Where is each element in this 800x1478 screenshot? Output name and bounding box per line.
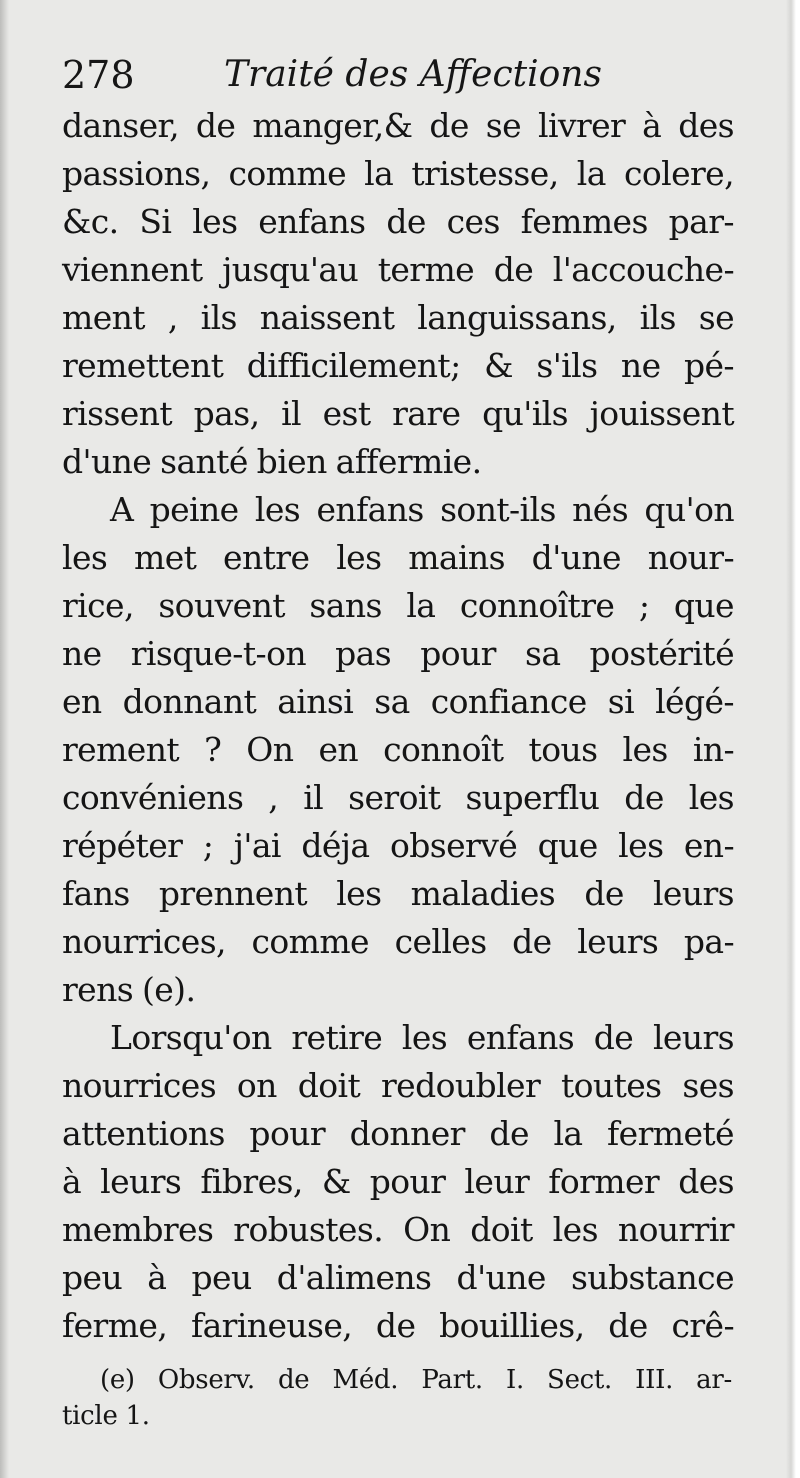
text-line: fans prennent les maladies de leurs (62, 874, 734, 913)
text-line: peu à peu d'alimens d'une substance (62, 1258, 734, 1297)
page-right-edge (786, 0, 800, 1478)
text-line: les met entre les mains d'une nour- (62, 538, 734, 577)
page-left-edge (0, 0, 9, 1478)
text-line: passions, comme la tristesse, la colere, (62, 154, 734, 193)
footnote (62, 1362, 732, 1434)
text-line: rice, souvent sans la connoître ; que (62, 586, 734, 625)
text-line: nourrices, comme celles de leurs pa- (62, 922, 734, 961)
text-line: rissent pas, il est rare qu'ils jouissent (62, 394, 734, 433)
text-line: ne risque-t-on pas pour sa postérité (62, 634, 734, 673)
page-number: 278 (62, 53, 135, 97)
body-text (62, 102, 734, 1350)
text-line: attentions pour donner de la fermeté (62, 1114, 734, 1153)
text-line: en donnant ainsi sa confiance si légé- (62, 682, 734, 721)
text-line: convéniens , il seroit superflu de les (62, 778, 734, 817)
text-line: remettent difficilement; & s'ils ne pé- (62, 346, 734, 385)
text-line: à leurs fibres, & pour leur former des (62, 1162, 734, 1201)
paragraph-end-line: d'une santé bien affermie. (62, 442, 482, 481)
text-line: ment , ils naissent languissans, ils se (62, 298, 734, 337)
text-line: danser, de manger,& de se livrer à des (62, 106, 734, 145)
footnote-line: (e) Observ. de Méd. Part. I. Sect. III. ar- (100, 1365, 732, 1395)
text-line: rement ? On en connoît tous les in- (62, 730, 734, 769)
paragraph-end-line: rens (e). (62, 970, 196, 1009)
text-line: viennent jusqu'au terme de l'accouche- (62, 250, 734, 289)
page-header (62, 50, 742, 110)
text-line: nourrices on doit redoubler toutes ses (62, 1066, 734, 1105)
paragraph-start-line: A peine les enfans sont-ils nés qu'on (110, 490, 734, 529)
text-line: &c. Si les enfans de ces femmes par- (62, 202, 734, 241)
footnote-line: ticle 1. (62, 1401, 150, 1431)
text-line: répéter ; j'ai déja observé que les en- (62, 826, 734, 865)
text-line: membres robustes. On doit les nourrir (62, 1210, 734, 1249)
running-title: Traité des Affections (224, 54, 602, 95)
text-line: ferme, farineuse, de bouillies, de crê- (62, 1306, 734, 1345)
paragraph-start-line: Lorsqu'on retire les enfans de leurs (110, 1018, 734, 1057)
